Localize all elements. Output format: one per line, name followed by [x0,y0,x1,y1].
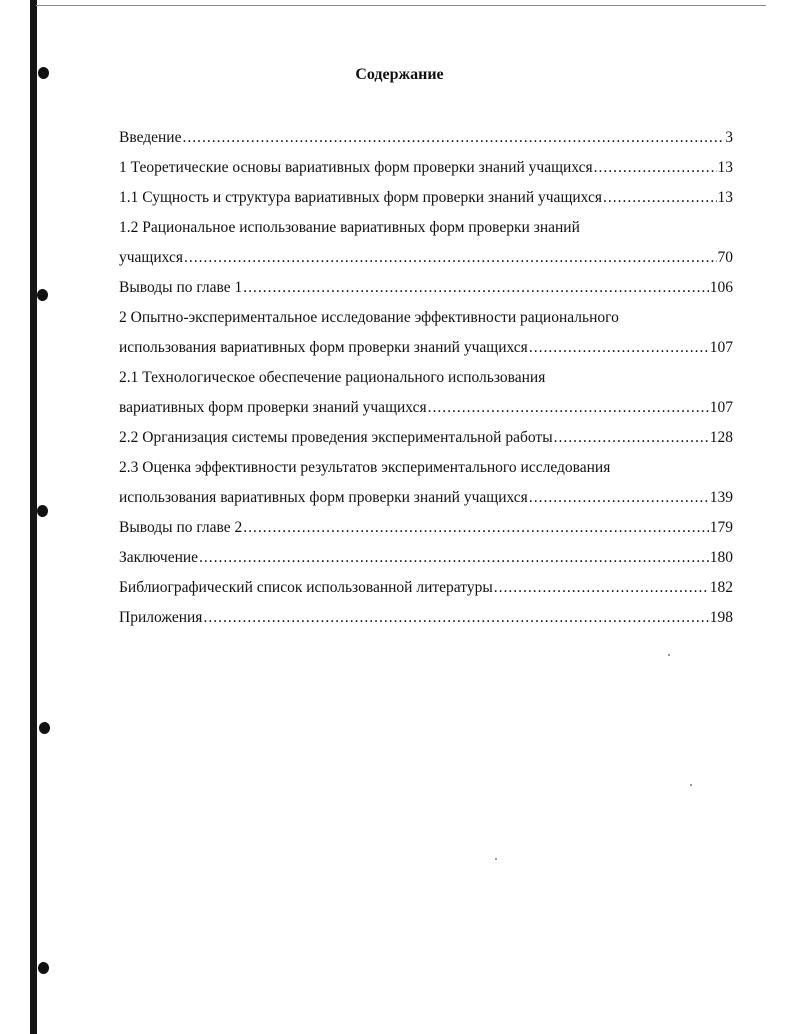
binder-edge [30,0,37,1034]
toc-entry-text: 2.3 Оценка эффективности результатов экспериментального исследования [119,459,611,476]
top-edge-line [36,5,766,6]
toc-entry [119,543,733,573]
toc-entry [119,573,733,603]
toc-entry-text: 2.2 Организация системы проведения экспериментальной работы [119,429,553,446]
toc-entry [119,513,733,543]
toc-entry [119,483,733,513]
toc-entry [119,393,733,423]
dot-leader [203,603,708,633]
toc-entry [119,303,733,333]
scan-speck [690,784,692,786]
toc-page-number: 13 [717,159,733,176]
toc-entry [119,603,733,633]
toc-entry-text: использования вариативных форм проверки знаний учащихся [119,489,528,506]
toc-page-number: 70 [717,249,733,266]
toc-page-number: 128 [709,429,733,446]
scan-speck [668,654,670,656]
dot-leader [603,183,717,213]
toc-page-number: 179 [709,519,733,536]
toc-entry-text: Заключение [119,549,199,566]
dot-leader [529,333,709,363]
toc-entry [119,333,733,363]
dot-leader [494,573,709,603]
scan-speck [495,858,497,860]
toc-entry [119,363,733,393]
toc-entry-text: Выводы по главе 2 [119,519,243,536]
toc-entry-text: Выводы по главе 1 [119,279,243,296]
toc-page-number: 107 [709,399,733,416]
toc-entry [119,213,733,243]
toc-entry-text: 2.1 Технологическое обеспечение рационального использования [119,369,546,386]
toc-entry-text: использования вариативных форм проверки знаний учащихся [119,339,528,356]
punch-hole-mark [37,289,48,301]
dot-leader [594,153,717,183]
toc-page-number: 139 [709,489,733,506]
toc-page-number: 180 [709,549,733,566]
dot-leader [243,513,708,543]
toc-page-number: 182 [709,579,733,596]
toc-entry-text: 1 Теоретические основы вариативных форм проверки знаний учащихся [119,159,593,176]
punch-hole-mark [37,505,48,517]
toc-entry-text: 2 Опытно-экспериментальное исследование эффективности рационального [119,309,619,326]
punch-hole-mark [38,962,49,974]
dot-leader [182,123,724,153]
toc-entry [119,153,733,183]
toc-title: Содержание [355,66,444,83]
table-of-contents [119,123,733,633]
toc-entry-text: 1.1 Сущность и структура вариативных форм проверки знаний учащихся [119,189,602,206]
dot-leader [529,483,709,513]
dot-leader [554,423,709,453]
dot-leader [199,543,709,573]
toc-entry [119,453,733,483]
toc-entry-text: Приложения [119,609,203,626]
toc-entry [119,183,733,213]
toc-page-number: 107 [709,339,733,356]
toc-entry-text: Библиографический список использованной литературы [119,579,493,596]
toc-page-number: 3 [725,129,733,146]
toc-entry-text: вариативных форм проверки знаний учащихся [119,399,427,416]
toc-entry-text: 1.2 Рациональное использование вариативных форм проверки знаний [119,219,580,236]
toc-entry [119,243,733,273]
toc-entry [119,123,733,153]
dot-leader [184,243,717,273]
punch-hole-mark [39,722,50,734]
dot-leader [243,273,708,303]
toc-entry [119,423,733,453]
toc-entry-text: Введение [119,129,182,146]
dot-leader [428,393,709,423]
toc-entry [119,273,733,303]
toc-page-number: 198 [709,609,733,626]
toc-page-number: 106 [709,279,733,296]
toc-page-number: 13 [717,189,733,206]
toc-entry-text: учащихся [119,249,183,266]
